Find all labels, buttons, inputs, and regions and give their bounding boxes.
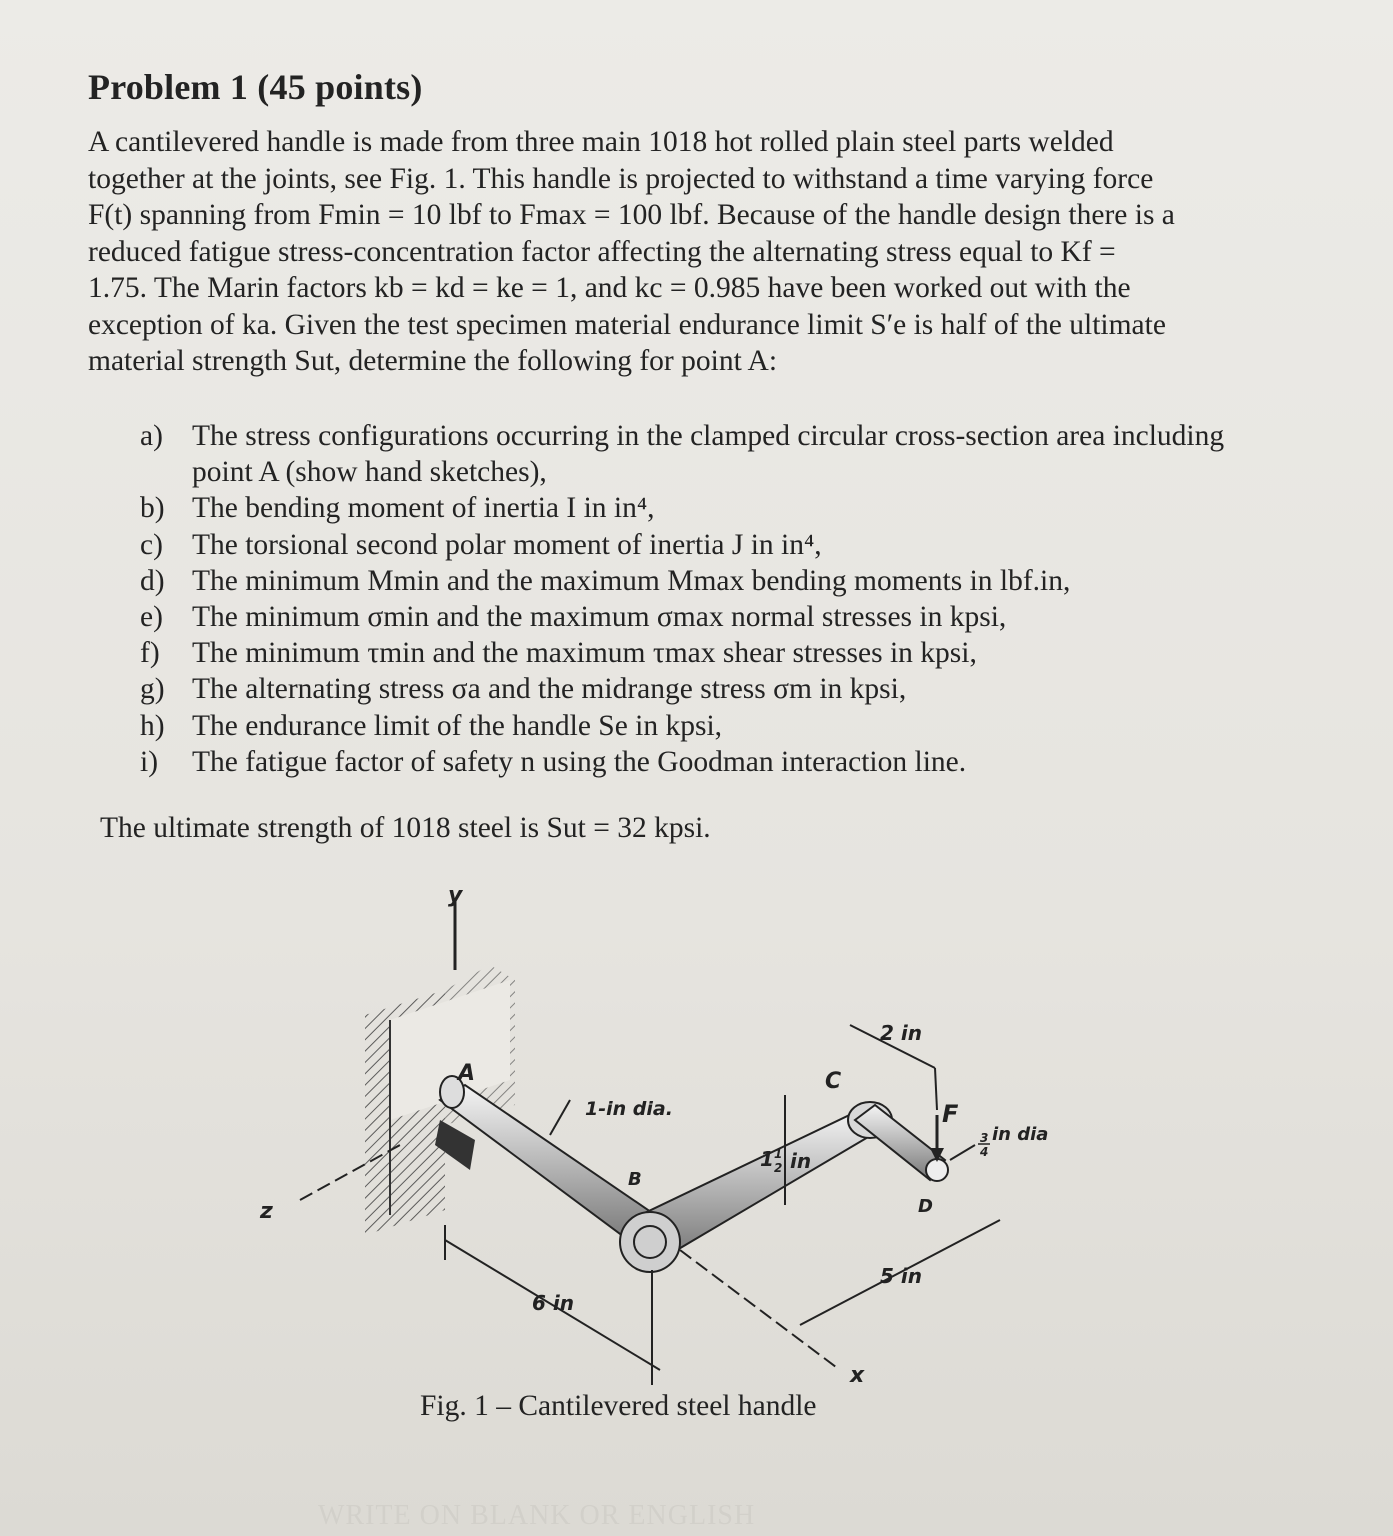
force-label: F	[942, 1100, 959, 1128]
dim-15in-label: in	[790, 1149, 812, 1173]
handle-diagram	[240, 870, 1080, 1390]
list-item	[140, 563, 1230, 599]
handle-figure	[240, 870, 1080, 1390]
rod-bc	[620, 1102, 892, 1272]
dim-2in-label: 2 in	[880, 1021, 922, 1045]
intro-line: material strength Sut, determine the following for point A:	[88, 345, 778, 377]
question-list	[140, 418, 1230, 780]
z-axis-label: z	[260, 1199, 273, 1224]
point-d-label: D	[918, 1196, 933, 1217]
point-a-label: A	[458, 1061, 476, 1086]
list-item	[140, 671, 1230, 707]
intro-line: reduced fatigue stress-concentration factor affecting the alternating stress equal to Kf =	[88, 235, 1116, 268]
list-item	[140, 708, 1230, 744]
list-item	[140, 599, 1230, 635]
intro-line: A cantilevered handle is made from three main 1018 hot rolled plain steel parts welded	[88, 126, 1114, 158]
item-label: h)	[140, 709, 165, 742]
item-text: The stress configurations occurring in the clamped circular cross-section area including point A (show hand sketches),	[192, 420, 1225, 489]
item-label: g)	[140, 673, 165, 706]
bleed-through-text: WRITE ON BLANK OR ENGLISH	[318, 1500, 756, 1531]
list-item	[140, 744, 1230, 780]
point-b-label: B	[628, 1169, 642, 1190]
dia-34-fraction-den: 4	[980, 1145, 989, 1159]
dim-15in-den: 2	[774, 1161, 783, 1175]
dim-6in-label: 6 in	[532, 1291, 574, 1315]
problem-intro	[88, 124, 1230, 380]
dim-5in-label: 5 in	[880, 1264, 922, 1288]
item-text: The bending moment of inertia I in in⁴,	[192, 492, 655, 525]
item-label: c)	[140, 528, 163, 561]
x-axis-label: x	[850, 1363, 865, 1388]
list-item	[140, 527, 1230, 563]
dim-15in-whole: 1	[760, 1147, 774, 1171]
list-item	[140, 490, 1230, 526]
item-label: e)	[140, 601, 163, 634]
point-c-label: C	[825, 1069, 842, 1094]
dia-1-label: 1-in dia.	[585, 1098, 673, 1120]
rod-cd	[855, 1105, 948, 1181]
item-label: b)	[140, 492, 165, 525]
figure-caption: Fig. 1 – Cantilevered steel handle	[420, 1390, 817, 1422]
list-item	[140, 635, 1230, 671]
dia-34-label: in dia	[992, 1124, 1049, 1145]
item-text: The minimum Mmin and the maximum Mmax bending moments in lbf.in,	[192, 564, 1071, 597]
item-text: The minimum σmin and the maximum σmax normal stresses in kpsi,	[192, 601, 1007, 634]
intro-line: 1.75. The Marin factors kb = kd = ke = 1, and kc = 0.985 have been worked out with the	[88, 272, 1131, 304]
intro-line: together at the joints, see Fig. 1. This handle is projected to withstand a time varying force	[88, 162, 1154, 195]
item-text: The minimum τmin and the maximum τmax shear stresses in kpsi,	[192, 637, 977, 670]
item-label: i)	[140, 745, 159, 778]
intro-line: F(t) spanning from Fmin = 10 lbf to Fmax = 100 lbf. Because of the handle design there is a	[88, 199, 1175, 231]
dia-34-fraction: 3	[980, 1131, 989, 1145]
list-item	[140, 418, 1230, 490]
problem-title: Problem 1 (45 points)	[88, 67, 423, 107]
item-label: d)	[140, 564, 165, 597]
item-text: The alternating stress σa and the midrange stress σm in kpsi,	[192, 673, 907, 706]
item-label: f)	[140, 637, 160, 670]
y-axis-label: y	[448, 883, 463, 908]
item-text: The torsional second polar moment of inertia J in in⁴,	[192, 528, 822, 561]
item-label: a)	[140, 420, 163, 452]
item-text: The fatigue factor of safety n using the Goodman interaction line.	[192, 745, 967, 778]
x-axis-line	[680, 1250, 840, 1370]
ultimate-strength-note: The ultimate strength of 1018 steel is Sut = 32 kpsi.	[100, 812, 711, 844]
item-text: The endurance limit of the handle Se in kpsi,	[192, 709, 723, 742]
intro-line: exception of ka. Given the test specimen material endurance limit S′e is half of the ultimate	[88, 308, 1166, 341]
dim-15in-num: 1	[774, 1147, 783, 1161]
